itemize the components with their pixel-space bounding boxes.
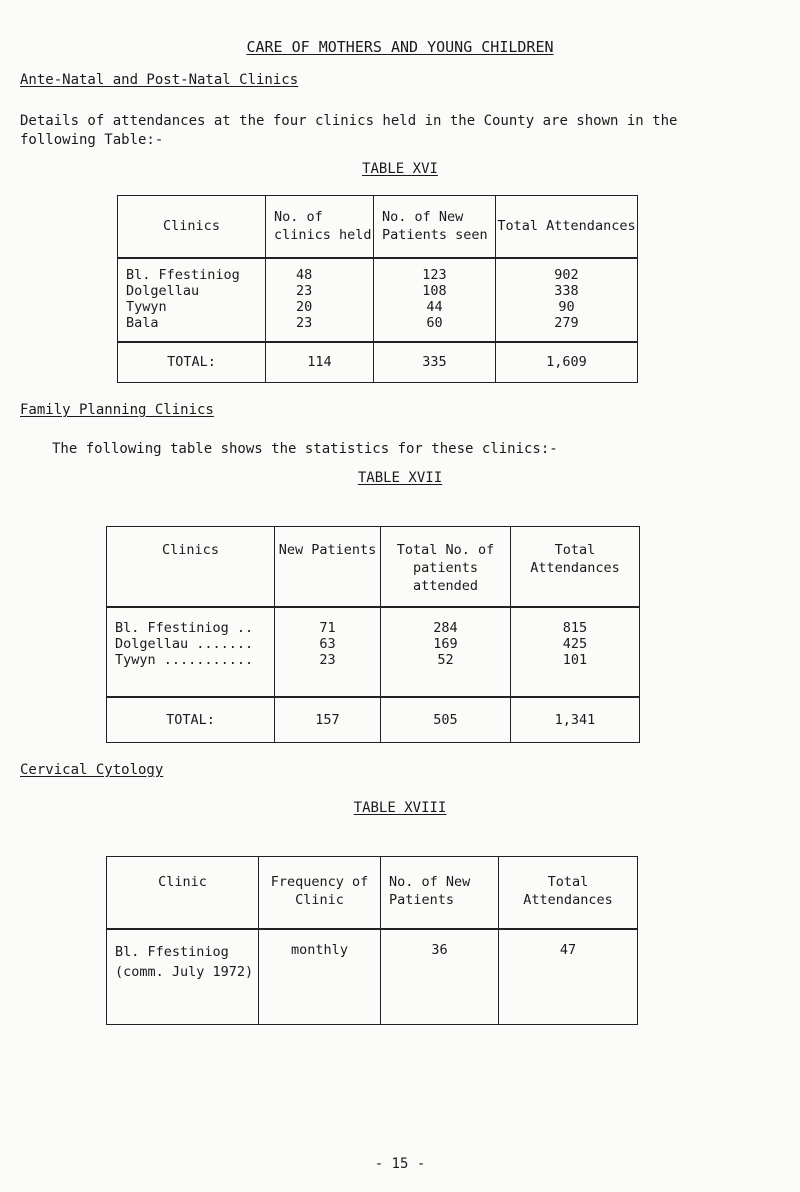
patients-attended-cell <box>381 607 511 697</box>
total-cell: 505 <box>381 697 511 743</box>
total-cell: 1,341 <box>511 697 640 743</box>
clinic-names-cell <box>118 258 266 342</box>
table-row-label: (comm. July 1972) <box>115 963 254 980</box>
table-cell: 44 <box>426 298 443 315</box>
section-heading-antenatal: Ante-Natal and Post-Natal Clinics <box>20 72 299 88</box>
total-attendances-cell <box>511 607 640 697</box>
table-cell: 63 <box>319 635 336 652</box>
table-cell: 48 <box>296 266 313 283</box>
table-xvii <box>106 526 640 743</box>
table-cell: 108 <box>422 282 447 299</box>
table-cell: 902 <box>554 266 579 283</box>
table-caption-xvi: TABLE XVI <box>362 161 438 177</box>
page-number: - 15 - <box>374 1156 426 1172</box>
table-caption-xviii: TABLE XVIII <box>353 800 447 816</box>
antenatal-paragraph-line2: following Table:- <box>20 132 164 148</box>
total-cell: 114 <box>266 342 374 383</box>
section-heading-cervical: Cervical Cytology <box>20 762 164 778</box>
table-row-label: Dolgellau ....... <box>115 635 254 652</box>
new-patients-cell: 36 <box>381 929 499 1025</box>
table-cell: 90 <box>558 298 575 315</box>
page-title: CARE OF MOTHERS AND YOUNG CHILDREN <box>246 38 554 56</box>
total-cell: 157 <box>275 697 381 743</box>
table-cell: 169 <box>433 635 458 652</box>
column-header: No. of clinics held <box>266 196 374 258</box>
table-cell: 425 <box>562 635 588 652</box>
table-row-label: Bl. Ffestiniog <box>126 266 240 283</box>
clinic-names-cell <box>107 607 275 697</box>
column-header: Total Attendances <box>499 857 638 929</box>
table-xvi <box>117 195 638 383</box>
table-cell: 815 <box>562 619 588 636</box>
total-cell: 1,609 <box>496 342 638 383</box>
table-cell: 20 <box>296 298 313 315</box>
table-row-label: Bl. Ffestiniog .. <box>115 619 254 636</box>
column-header: Total Attendances <box>511 527 640 607</box>
column-header: New Patients <box>275 527 381 607</box>
total-attendances-cell: 47 <box>499 929 638 1025</box>
table-cell: 71 <box>319 619 336 636</box>
table-cell: 23 <box>296 282 313 299</box>
total-attendances-cell <box>496 258 638 342</box>
table-row-label: Tywyn ........... <box>115 651 254 668</box>
family-planning-paragraph: The following table shows the statistics for these clinics:- <box>52 441 558 457</box>
table-cell: 123 <box>422 266 447 283</box>
table-caption-xvii: TABLE XVII <box>357 470 443 486</box>
clinics-held-cell <box>266 258 374 342</box>
table-xviii <box>106 856 638 1025</box>
total-label: TOTAL: <box>118 342 266 383</box>
column-header: Frequency of Clinic <box>259 857 381 929</box>
column-header: No. of New Patients <box>381 857 499 929</box>
section-heading-family-planning: Family Planning Clinics <box>20 402 214 418</box>
clinic-name-cell <box>107 929 259 1025</box>
column-header: Total Attendances <box>496 196 638 258</box>
table-row-label: Bl. Ffestiniog <box>115 943 229 960</box>
table-row-label: Tywyn <box>126 298 167 315</box>
column-header: Clinic <box>107 857 259 929</box>
table-cell: 101 <box>562 651 588 668</box>
table-cell: 23 <box>319 651 336 668</box>
frequency-cell: monthly <box>259 929 381 1025</box>
column-header: Clinics <box>118 196 266 258</box>
table-row-label: Bala <box>126 314 159 331</box>
table-cell: 60 <box>426 314 443 331</box>
total-cell: 335 <box>374 342 496 383</box>
new-patients-cell <box>374 258 496 342</box>
new-patients-cell <box>275 607 381 697</box>
column-header: Clinics <box>107 527 275 607</box>
antenatal-paragraph-line1: Details of attendances at the four clinics held in the County are shown in the <box>20 113 678 129</box>
table-cell: 338 <box>554 282 579 299</box>
table-cell: 284 <box>433 619 458 636</box>
table-cell: 279 <box>554 314 579 331</box>
table-cell: 23 <box>296 314 313 331</box>
column-header: Total No. of patients attended <box>381 527 511 607</box>
column-header: No. of New Patients seen <box>374 196 496 258</box>
table-row-label: Dolgellau <box>126 282 200 299</box>
table-cell: 52 <box>437 651 454 668</box>
total-label: TOTAL: <box>107 697 275 743</box>
